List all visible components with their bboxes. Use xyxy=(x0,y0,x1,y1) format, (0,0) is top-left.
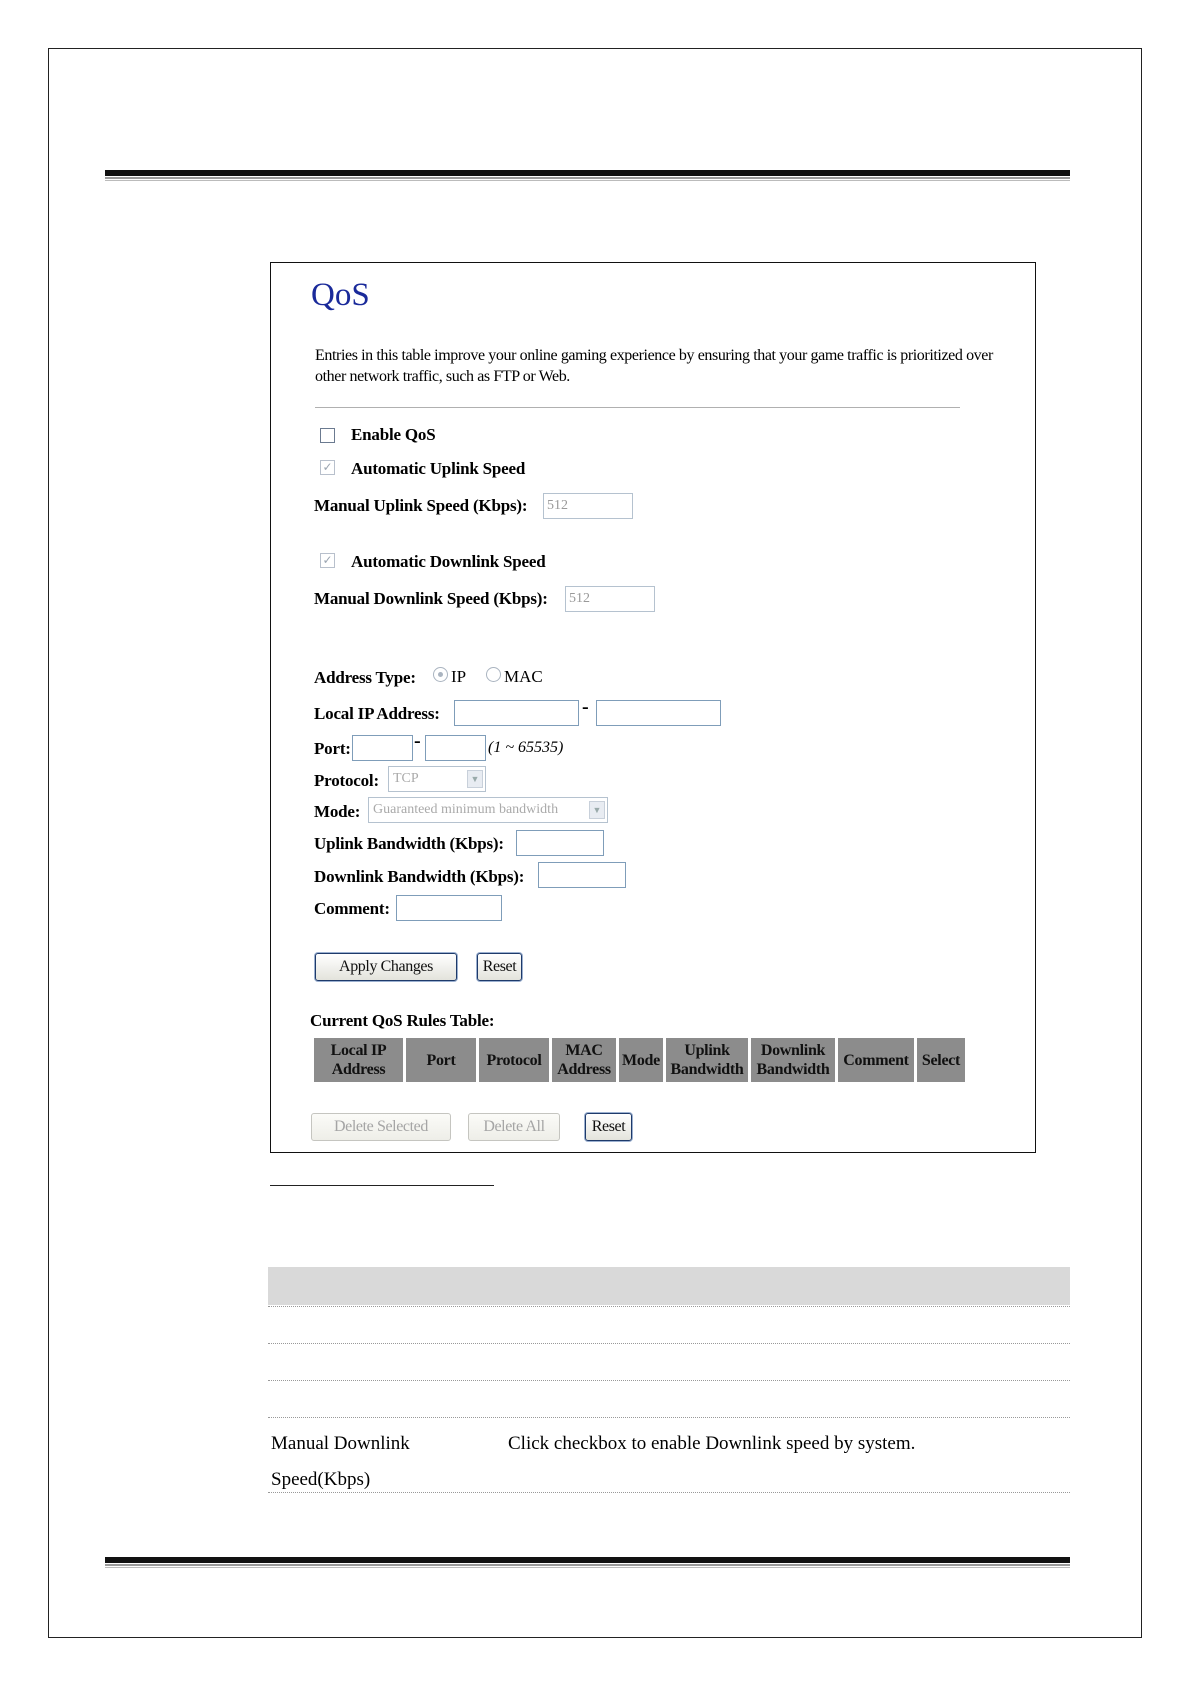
port-separator: - xyxy=(414,730,421,752)
auto-downlink-checkbox[interactable]: ✓ xyxy=(320,553,335,568)
page-description: Entries in this table improve your online gaming experience by ensuring that your game traffic is prioritized over other network traffic, such as FTP or Web. xyxy=(315,347,993,385)
mac-radio-label: MAC xyxy=(504,667,543,686)
col-local-ip: Local IP Address xyxy=(314,1038,403,1082)
col-mode: Mode xyxy=(619,1038,663,1082)
table-row xyxy=(268,1344,1070,1381)
col-uplink: Uplink Bandwidth xyxy=(666,1038,748,1082)
rules-table-title: Current QoS Rules Table: xyxy=(310,1011,495,1030)
downlink-bandwidth-label: Downlink Bandwidth (Kbps): xyxy=(314,867,525,886)
chevron-down-icon: ▼ xyxy=(589,801,605,819)
col-protocol: Protocol xyxy=(479,1038,549,1082)
chevron-down-icon: ▼ xyxy=(467,770,483,788)
address-type-label: Address Type: xyxy=(314,668,416,687)
delete-selected-button[interactable]: Delete Selected xyxy=(311,1113,451,1141)
page-title: QoS xyxy=(311,277,370,313)
footer-rule xyxy=(105,1557,1070,1568)
ip-radio-label: IP xyxy=(451,667,467,686)
divider xyxy=(315,407,960,408)
col-mac: MAC Address xyxy=(552,1038,616,1082)
mode-label: Mode: xyxy=(314,802,361,821)
enable-qos-label: Enable QoS xyxy=(351,425,436,444)
ip-radio[interactable] xyxy=(433,667,448,682)
table-header-row xyxy=(268,1267,1070,1305)
apply-changes-button[interactable]: Apply Changes xyxy=(315,953,457,981)
table-reset-button[interactable]: Reset xyxy=(585,1113,632,1141)
comment-input[interactable] xyxy=(396,895,502,921)
header-rule xyxy=(105,170,1070,181)
protocol-value: TCP xyxy=(393,771,419,786)
port-label: Port: xyxy=(314,739,351,758)
table-row xyxy=(268,1381,1070,1418)
port-start-input[interactable] xyxy=(352,735,413,761)
mode-select[interactable] xyxy=(368,797,608,823)
local-ip-separator: - xyxy=(582,696,589,718)
port-hint: (1 ~ 65535) xyxy=(488,739,564,756)
rules-table xyxy=(311,1038,968,1082)
uplink-bandwidth-label: Uplink Bandwidth (Kbps): xyxy=(314,834,504,853)
local-ip-start-input[interactable] xyxy=(454,700,579,726)
delete-all-button[interactable]: Delete All xyxy=(468,1113,560,1141)
caption-underline xyxy=(270,1185,494,1186)
row-label: Manual Downlink Speed(Kbps) xyxy=(271,1433,410,1490)
local-ip-label: Local IP Address: xyxy=(314,704,440,723)
qos-screenshot xyxy=(270,262,1036,1153)
col-downlink: Downlink Bandwidth xyxy=(751,1038,835,1082)
description-table xyxy=(268,1267,1070,1493)
col-select: Select xyxy=(917,1038,965,1082)
downlink-bandwidth-input[interactable] xyxy=(538,862,626,888)
col-port: Port xyxy=(406,1038,476,1082)
manual-downlink-input[interactable]: 512 xyxy=(565,586,655,612)
port-end-input[interactable] xyxy=(425,735,486,761)
manual-uplink-input[interactable]: 512 xyxy=(543,493,633,519)
manual-downlink-label: Manual Downlink Speed (Kbps): xyxy=(314,589,548,608)
table-row xyxy=(268,1418,1070,1493)
protocol-label: Protocol: xyxy=(314,771,379,790)
protocol-select[interactable] xyxy=(388,766,486,792)
table-row xyxy=(268,1306,1070,1344)
auto-downlink-label: Automatic Downlink Speed xyxy=(351,552,546,571)
auto-uplink-label: Automatic Uplink Speed xyxy=(351,459,526,478)
mode-value: Guaranteed minimum bandwidth xyxy=(373,802,559,817)
comment-label: Comment: xyxy=(314,899,390,918)
enable-qos-checkbox[interactable] xyxy=(320,428,335,443)
manual-uplink-label: Manual Uplink Speed (Kbps): xyxy=(314,496,528,515)
row-description: Click checkbox to enable Downlink speed by system. xyxy=(508,1433,916,1454)
col-comment: Comment xyxy=(838,1038,914,1082)
local-ip-end-input[interactable] xyxy=(596,700,721,726)
reset-button[interactable]: Reset xyxy=(477,953,522,981)
auto-uplink-checkbox[interactable]: ✓ xyxy=(320,460,335,475)
mac-radio[interactable] xyxy=(486,667,501,682)
uplink-bandwidth-input[interactable] xyxy=(516,830,604,856)
